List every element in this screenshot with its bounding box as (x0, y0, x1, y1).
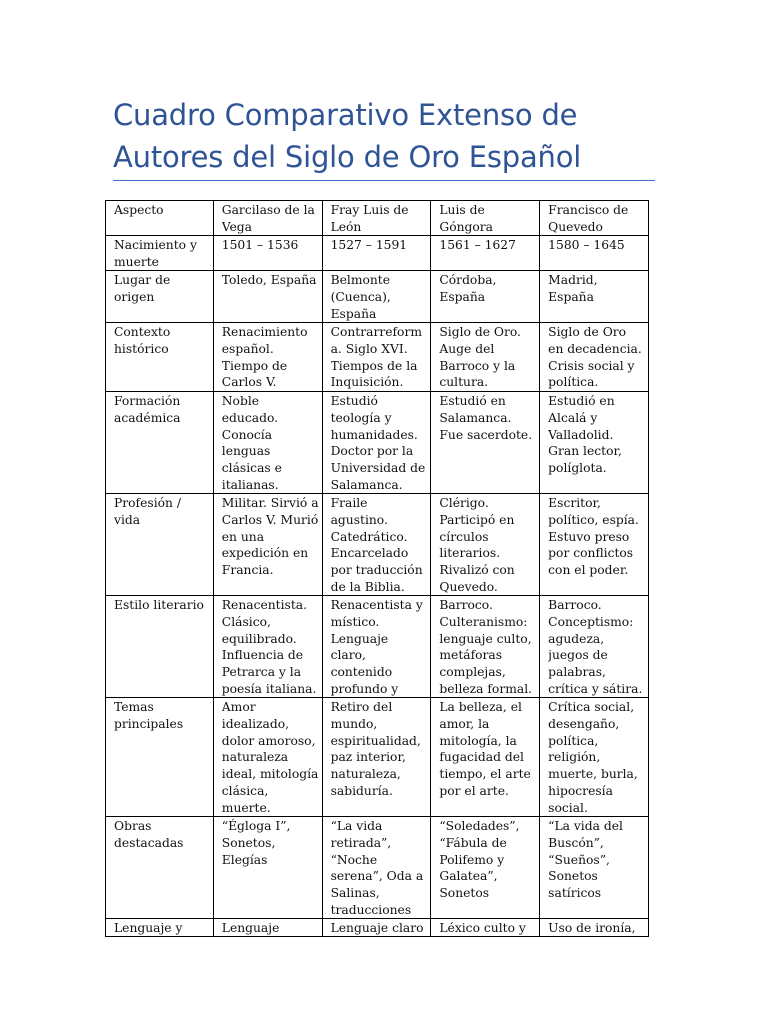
table-header-cell: Francisco de Quevedo (540, 201, 649, 236)
aspect-cell: Temas principales (106, 698, 214, 817)
aspect-cell: Estilo literario (106, 596, 214, 698)
table-cell: “Soledades”, “Fábula de Polifemo y Galatea”, Sonetos (431, 817, 540, 919)
table-cell: Madrid, España (540, 271, 649, 323)
table-header-cell: Aspecto (106, 201, 214, 236)
table-row (106, 494, 649, 596)
table-cell: Escritor, político, espía. Estuvo preso por conflictos con el poder. (540, 494, 649, 596)
table-row (106, 817, 649, 919)
aspect-cell: Profesión / vida (106, 494, 214, 596)
table-cell: Noble educado. Conocía lenguas clásicas e italianas. (213, 392, 322, 494)
table-row (106, 596, 649, 698)
title-underline (113, 180, 655, 181)
table-cell: “Égloga I”, Sonetos, Elegías (213, 817, 322, 919)
aspect-cell: Nacimiento y muerte (106, 236, 214, 271)
table-row (106, 236, 649, 271)
comparison-table (105, 200, 649, 937)
table-cell: Barroco. Conceptismo: agudeza, juegos de palabras, crítica y sátira. (540, 596, 649, 698)
table-row (106, 323, 649, 392)
table-cell: Estudió teología y humanidades. Doctor por la Universidad de Salamanca. (322, 392, 431, 494)
table-cell: Amor idealizado, dolor amoroso, naturaleza ideal, mitología clásica, muerte. (213, 698, 322, 817)
table-cell: 1527 – 1591 (322, 236, 431, 271)
table-cell: Lenguaje claro (322, 919, 431, 937)
table-cell: 1580 – 1645 (540, 236, 649, 271)
aspect-cell: Formación académica (106, 392, 214, 494)
table-cell: Siglo de Oro. Auge del Barroco y la cultura. (431, 323, 540, 392)
table-cell: 1561 – 1627 (431, 236, 540, 271)
table-cell: Córdoba, España (431, 271, 540, 323)
table-cell: Uso de ironía, (540, 919, 649, 937)
table-header-row (106, 201, 649, 236)
aspect-cell: Lenguaje y (106, 919, 214, 937)
table-cell: “La vida del Buscón”, “Sueños”, Sonetos satíricos (540, 817, 649, 919)
aspect-cell: Lugar de origen (106, 271, 214, 323)
table-cell: Retiro del mundo, espiritualidad, paz interior, naturaleza, sabiduría. (322, 698, 431, 817)
table-cell: Toledo, España (213, 271, 322, 323)
table-cell: Renacimiento español. Tiempo de Carlos V. (213, 323, 322, 392)
table-cell: Estudió en Alcalá y Valladolid. Gran lector, políglota. (540, 392, 649, 494)
table-cell: Militar. Sirvió a Carlos V. Murió en una expedición en Francia. (213, 494, 322, 596)
table-cell: Estudió en Salamanca. Fue sacerdote. (431, 392, 540, 494)
table-cell: Renacentista. Clásico, equilibrado. Influencia de Petrarca y la poesía italiana. (213, 596, 322, 698)
table-cell: Clérigo. Participó en círculos literarios. Rivalizó con Quevedo. (431, 494, 540, 596)
table-row (106, 392, 649, 494)
table-header-cell: Garcilaso de la Vega (213, 201, 322, 236)
page-title: Cuadro Comparativo Extenso de Autores del Siglo de Oro Español (113, 98, 582, 174)
table-cell: Barroco. Culteranismo: lenguaje culto, metáforas complejas, belleza formal. (431, 596, 540, 698)
aspect-cell: Contexto histórico (106, 323, 214, 392)
table-cell: Lenguaje (213, 919, 322, 937)
table-cell: Fraile agustino. Catedrático. Encarcelado por traducción de la Biblia. (322, 494, 431, 596)
aspect-cell: Obras destacadas (106, 817, 214, 919)
table-row (106, 698, 649, 817)
table-header-cell: Luis de Góngora (431, 201, 540, 236)
table-header-cell: Fray Luis de León (322, 201, 431, 236)
table-cell: “La vida retirada”, “Noche serena”, Oda a Salinas, traducciones (322, 817, 431, 919)
table-row (106, 271, 649, 323)
table-cell: Contrarreforma. Siglo XVI. Tiempos de la Inquisición. (322, 323, 431, 392)
table-cell: 1501 – 1536 (213, 236, 322, 271)
table-cell: Léxico culto y (431, 919, 540, 937)
table-cell: La belleza, el amor, la mitología, la fugacidad del tiempo, el arte por el arte. (431, 698, 540, 817)
table-cell: Crítica social, desengaño, política, religión, muerte, burla, hipocresía social. (540, 698, 649, 817)
table-cell: Belmonte (Cuenca), España (322, 271, 431, 323)
table-cell: Siglo de Oro en decadencia. Crisis social y política. (540, 323, 649, 392)
table-row (106, 919, 649, 937)
table-cell: Renacentista y místico. Lenguaje claro, contenido profundo y (322, 596, 431, 698)
